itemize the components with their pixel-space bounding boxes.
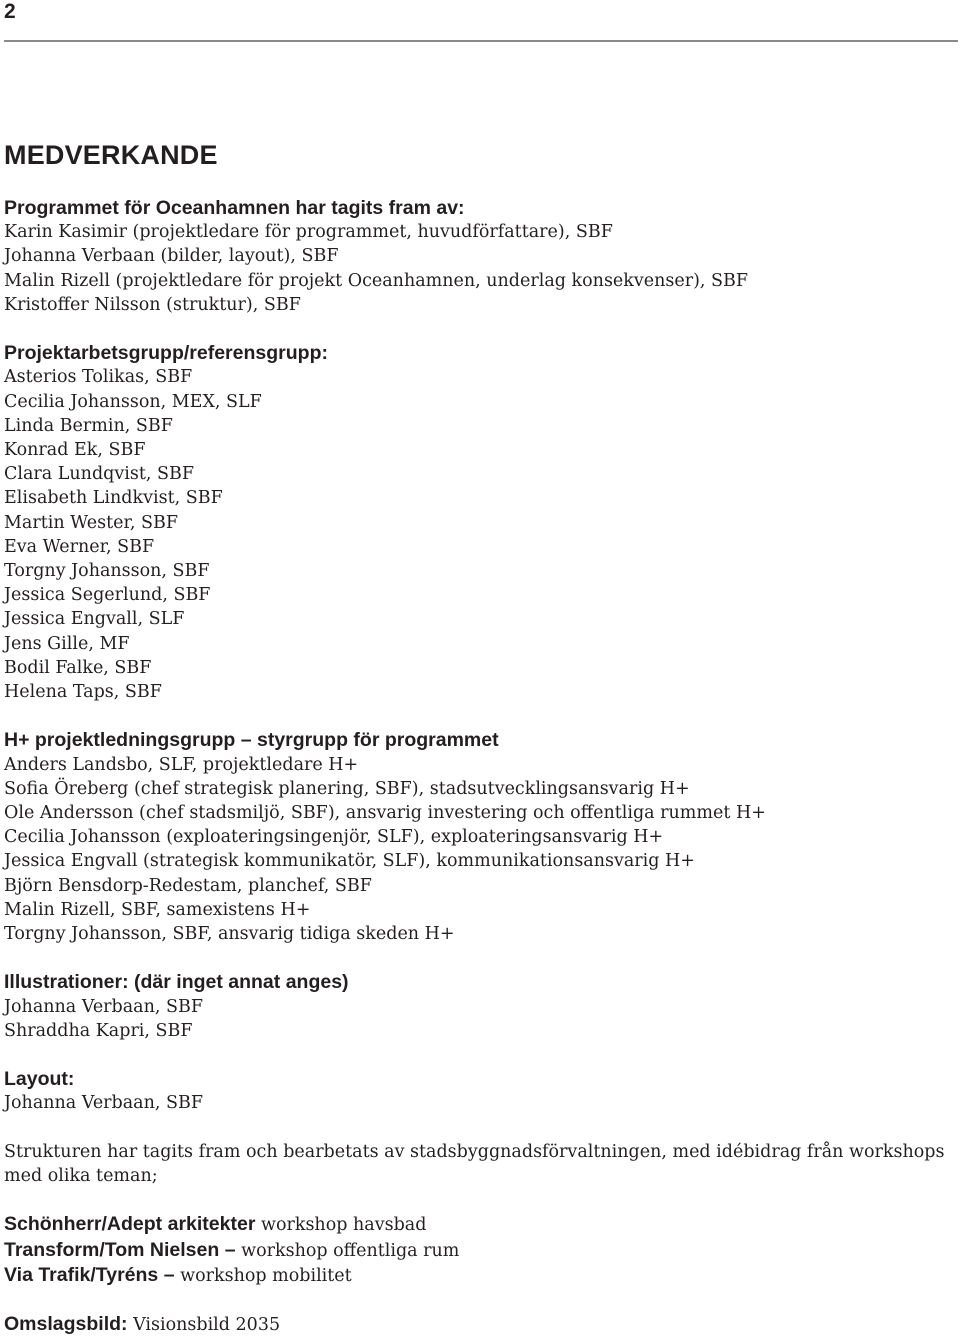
credit-line: Malin Rizell, SBF, samexistens H+ <box>4 899 311 920</box>
credit-line: Cecilia Johansson, MEX, SLF <box>4 391 262 412</box>
workshop-desc: workshop mobilitet <box>174 1265 352 1286</box>
credit-line: Eva Werner, SBF <box>4 536 155 557</box>
credits-content <box>4 196 954 1337</box>
credit-line: Bodil Falke, SBF <box>4 657 152 678</box>
workshop-line <box>4 1263 954 1288</box>
credit-line: Shraddha Kapri, SBF <box>4 1020 193 1041</box>
credit-line: Anders Landsbo, SLF, projektledare H+ <box>4 754 359 775</box>
credit-line: Asterios Tolikas, SBF <box>4 367 193 388</box>
section-heading: H+ projektledningsgrupp – styrgrupp för programmet <box>4 729 499 752</box>
credit-line: Konrad Ek, SBF <box>4 440 146 461</box>
credit-line: Linda Bermin, SBF <box>4 415 173 436</box>
credit-line: Kristoffer Nilsson (struktur), SBF <box>4 294 301 315</box>
workshop-line <box>4 1212 954 1237</box>
workshops-section <box>4 1212 954 1288</box>
credit-line: Torgny Johansson, SBF, ansvarig tidiga skeden H+ <box>4 924 455 945</box>
program-section <box>4 196 954 317</box>
credit-line: Malin Rizell (projektledare för projekt Oceanhamnen, underlag konsekvenser), SBF <box>4 270 749 291</box>
credit-line: Jessica Engvall (strategisk kommunikatör, SLF), kommunikationsansvarig H+ <box>4 851 695 872</box>
illustrations-section <box>4 970 954 1043</box>
credit-line: Helena Taps, SBF <box>4 682 162 703</box>
credit-line: Elisabeth Lindkvist, SBF <box>4 488 223 509</box>
page-title: MEDVERKANDE <box>4 140 218 170</box>
workgroup-section <box>4 341 954 704</box>
credit-line: Martin Wester, SBF <box>4 512 179 533</box>
credit-line: Ole Andersson (chef stadsmiljö, SBF), ansvarig investering och offentliga rummet H+ <box>4 803 766 824</box>
structure-note: Strukturen har tagits fram och bearbetats av stadsbyggnadsförvaltningen, med idébidrag från workshops med olika teman; <box>4 1141 945 1187</box>
workshop-line <box>4 1238 954 1263</box>
header-divider <box>4 40 958 42</box>
credit-line: Cecilia Johansson (exploateringsingenjör, SLF), exploateringsansvarig H+ <box>4 827 664 848</box>
credit-line: Clara Lundqvist, SBF <box>4 464 194 485</box>
credit-line: Johanna Verbaan (bilder, layout), SBF <box>4 246 339 267</box>
credit-line: Sofia Öreberg (chef strategisk planering, SBF), stadsutvecklingsansvarig H+ <box>4 778 690 799</box>
credit-line: Björn Bensdorp-Redestam, planchef, SBF <box>4 875 372 896</box>
section-heading: Projektarbetsgrupp/referensgrupp: <box>4 342 328 365</box>
section-heading: Layout: <box>4 1068 75 1091</box>
credit-line: Torgny Johansson, SBF <box>4 561 210 582</box>
workshop-name: Via Trafik/Tyréns – <box>4 1263 175 1286</box>
layout-section <box>4 1067 954 1115</box>
credit-line: Jessica Engvall, SLF <box>4 609 185 630</box>
credit-line: Jessica Segerlund, SBF <box>4 585 211 606</box>
section-heading: Programmet för Oceanhamnen har tagits fram av: <box>4 197 465 219</box>
credit-line: Johanna Verbaan, SBF <box>4 1093 204 1114</box>
workshop-name: Transform/Tom Nielsen – <box>4 1238 236 1261</box>
credit-line: Johanna Verbaan, SBF <box>4 996 204 1017</box>
workshop-desc: workshop havsbad <box>255 1215 427 1236</box>
cover-credit <box>4 1312 954 1337</box>
credit-line: Jens Gille, MF <box>4 633 130 654</box>
cover-value: Visionsbild 2035 <box>127 1315 281 1336</box>
workshop-desc: workshop offentliga rum <box>235 1240 460 1261</box>
page-number: 2 <box>4 0 16 23</box>
cover-label: Omslagsbild: <box>4 1313 128 1336</box>
credit-line: Karin Kasimir (projektledare för programmet, huvudförfattare), SBF <box>4 222 613 243</box>
steering-section <box>4 728 954 946</box>
section-heading: Illustrationer: (där inget annat anges) <box>4 971 349 994</box>
workshop-name: Schönherr/Adept arkitekter <box>4 1213 256 1236</box>
